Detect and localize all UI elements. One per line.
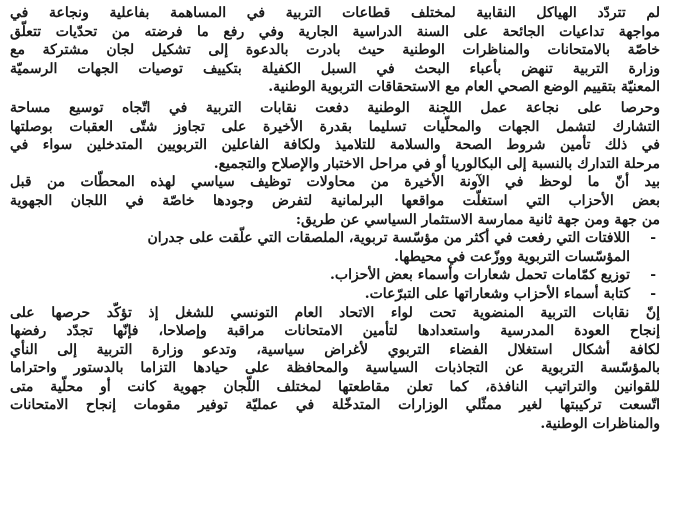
text-line: وزارة التربية تنهض بأعباء البحث في السبل الكفيلة بتكييف توصيات الجهات الرسميّة (10, 60, 660, 77)
list-item (10, 229, 656, 266)
text-line: في ذلك تأمين شروط الصحة والسلامة للتلاميذ ولكافة الفاعلين التربويين المتدخلين سواء في (10, 137, 660, 154)
bullet-list (10, 229, 660, 303)
text-line: مرحلة التدارك بالنسبة إلى البكالوريا أو في مراحل الاختبار والإصلاح والتجميع. (213, 155, 660, 172)
text-line: لم تتردّد الهياكل النقابية لمختلف قطاعات التربية في المساهمة بفاعلية ونجاعة في (10, 5, 660, 21)
text-line: اتّسعت تركيبتها لغير ممثّلي الوزارات المتدخّلة في عمليّة توفير مقومات إنجاح الامتحانات (10, 397, 660, 414)
text-line: المعنيّة بتقييم الوضع الصحي العام مع الاستحقاقات التربوية الوطنية. (268, 79, 660, 96)
text-line: بيد أنّ ما لوحظ في الآونة الأخيرة من محاولات توظيف سياسي لهذه المحطّات من قبل (10, 174, 660, 191)
text-line: لكافة أشكال استغلال الفضاء التربوي لأغراض سياسية، وتدعو وزارة التربية إلى النأي (10, 341, 660, 358)
text-line: بالمؤسّسة التربوية عن التجاذبات السياسية والمحافظة على حيادها التزاما بالدستور واحتراما (10, 360, 660, 377)
text-line: اللافتات التي رفعت في أكثر من مؤسّسة تربوية، الملصقات التي علّقت على جدران (147, 230, 630, 247)
paragraph-union-position (10, 304, 660, 434)
bullet-dash: - (650, 267, 656, 284)
text-line: والمناظرات الوطنية. (540, 416, 660, 433)
bullet-dash: - (650, 230, 656, 247)
text-line: المؤسّسات التربوية ووزّعت في محيطها. (394, 248, 630, 265)
text-line: للقوانين والتراتيب النافذة، كما تعلن مقاطعتها لمختلف اللّجان جهوية كانت أو محلّية متى (10, 378, 660, 395)
text-line: خاصّة بالامتحانات والمناظرات الوطنية حيث بادرت بالدعوة إلى تشكيل لجان مشتركة مع (10, 42, 660, 59)
text-line: بعض الأحزاب التي استغلّت مواقعها البرلمانية لتفرض وجودها خاصّة في اللجان الجهوية (10, 192, 660, 209)
text-line: إنّ نقابات التربية المنضوية تحت لواء الاتحاد العام التونسي للشغل إذ تؤكّد حرصها على (10, 304, 660, 321)
text-line: وحرصا على نجاعة عمل اللجنة الوطنية دفعت نقابات التربية في اتّجاه توسيع مساحة (10, 99, 660, 116)
list-item (10, 285, 656, 304)
bullet-dash: - (650, 285, 656, 302)
paragraph-political-exploitation (10, 173, 660, 229)
text-line: إنجاح العودة المدرسية واستعدادها لتأمين الامتحانات مراقبة وإصلاحا، فإنّها تجدّد رفضها (10, 323, 660, 340)
paragraph-regional-cooperation (10, 99, 660, 173)
list-item (10, 266, 656, 285)
text-line: التشارك لتشمل الجهات والمحلّيات تسليما بقدرة الأخيرة على تجاوز شتّى العقبات بوصلتها (10, 118, 660, 135)
text-line: مواجهة تداعيات الجائحة على السنة الدراسية الجارية وفي رفع ما فرضته من تحدّيات تتعلّق (10, 23, 660, 40)
text-line: توزيع كمّامات تحمل شعارات وأسماء بعض الأحزاب. (330, 267, 630, 284)
text-line: من جهة ومن جهة ثانية ممارسة الاستثمار السياسي عن طريق: (295, 211, 660, 228)
text-line: كتابة أسماء الأحزاب وشعاراتها على التبرّعات. (364, 285, 630, 302)
paragraph-intro (10, 4, 660, 97)
